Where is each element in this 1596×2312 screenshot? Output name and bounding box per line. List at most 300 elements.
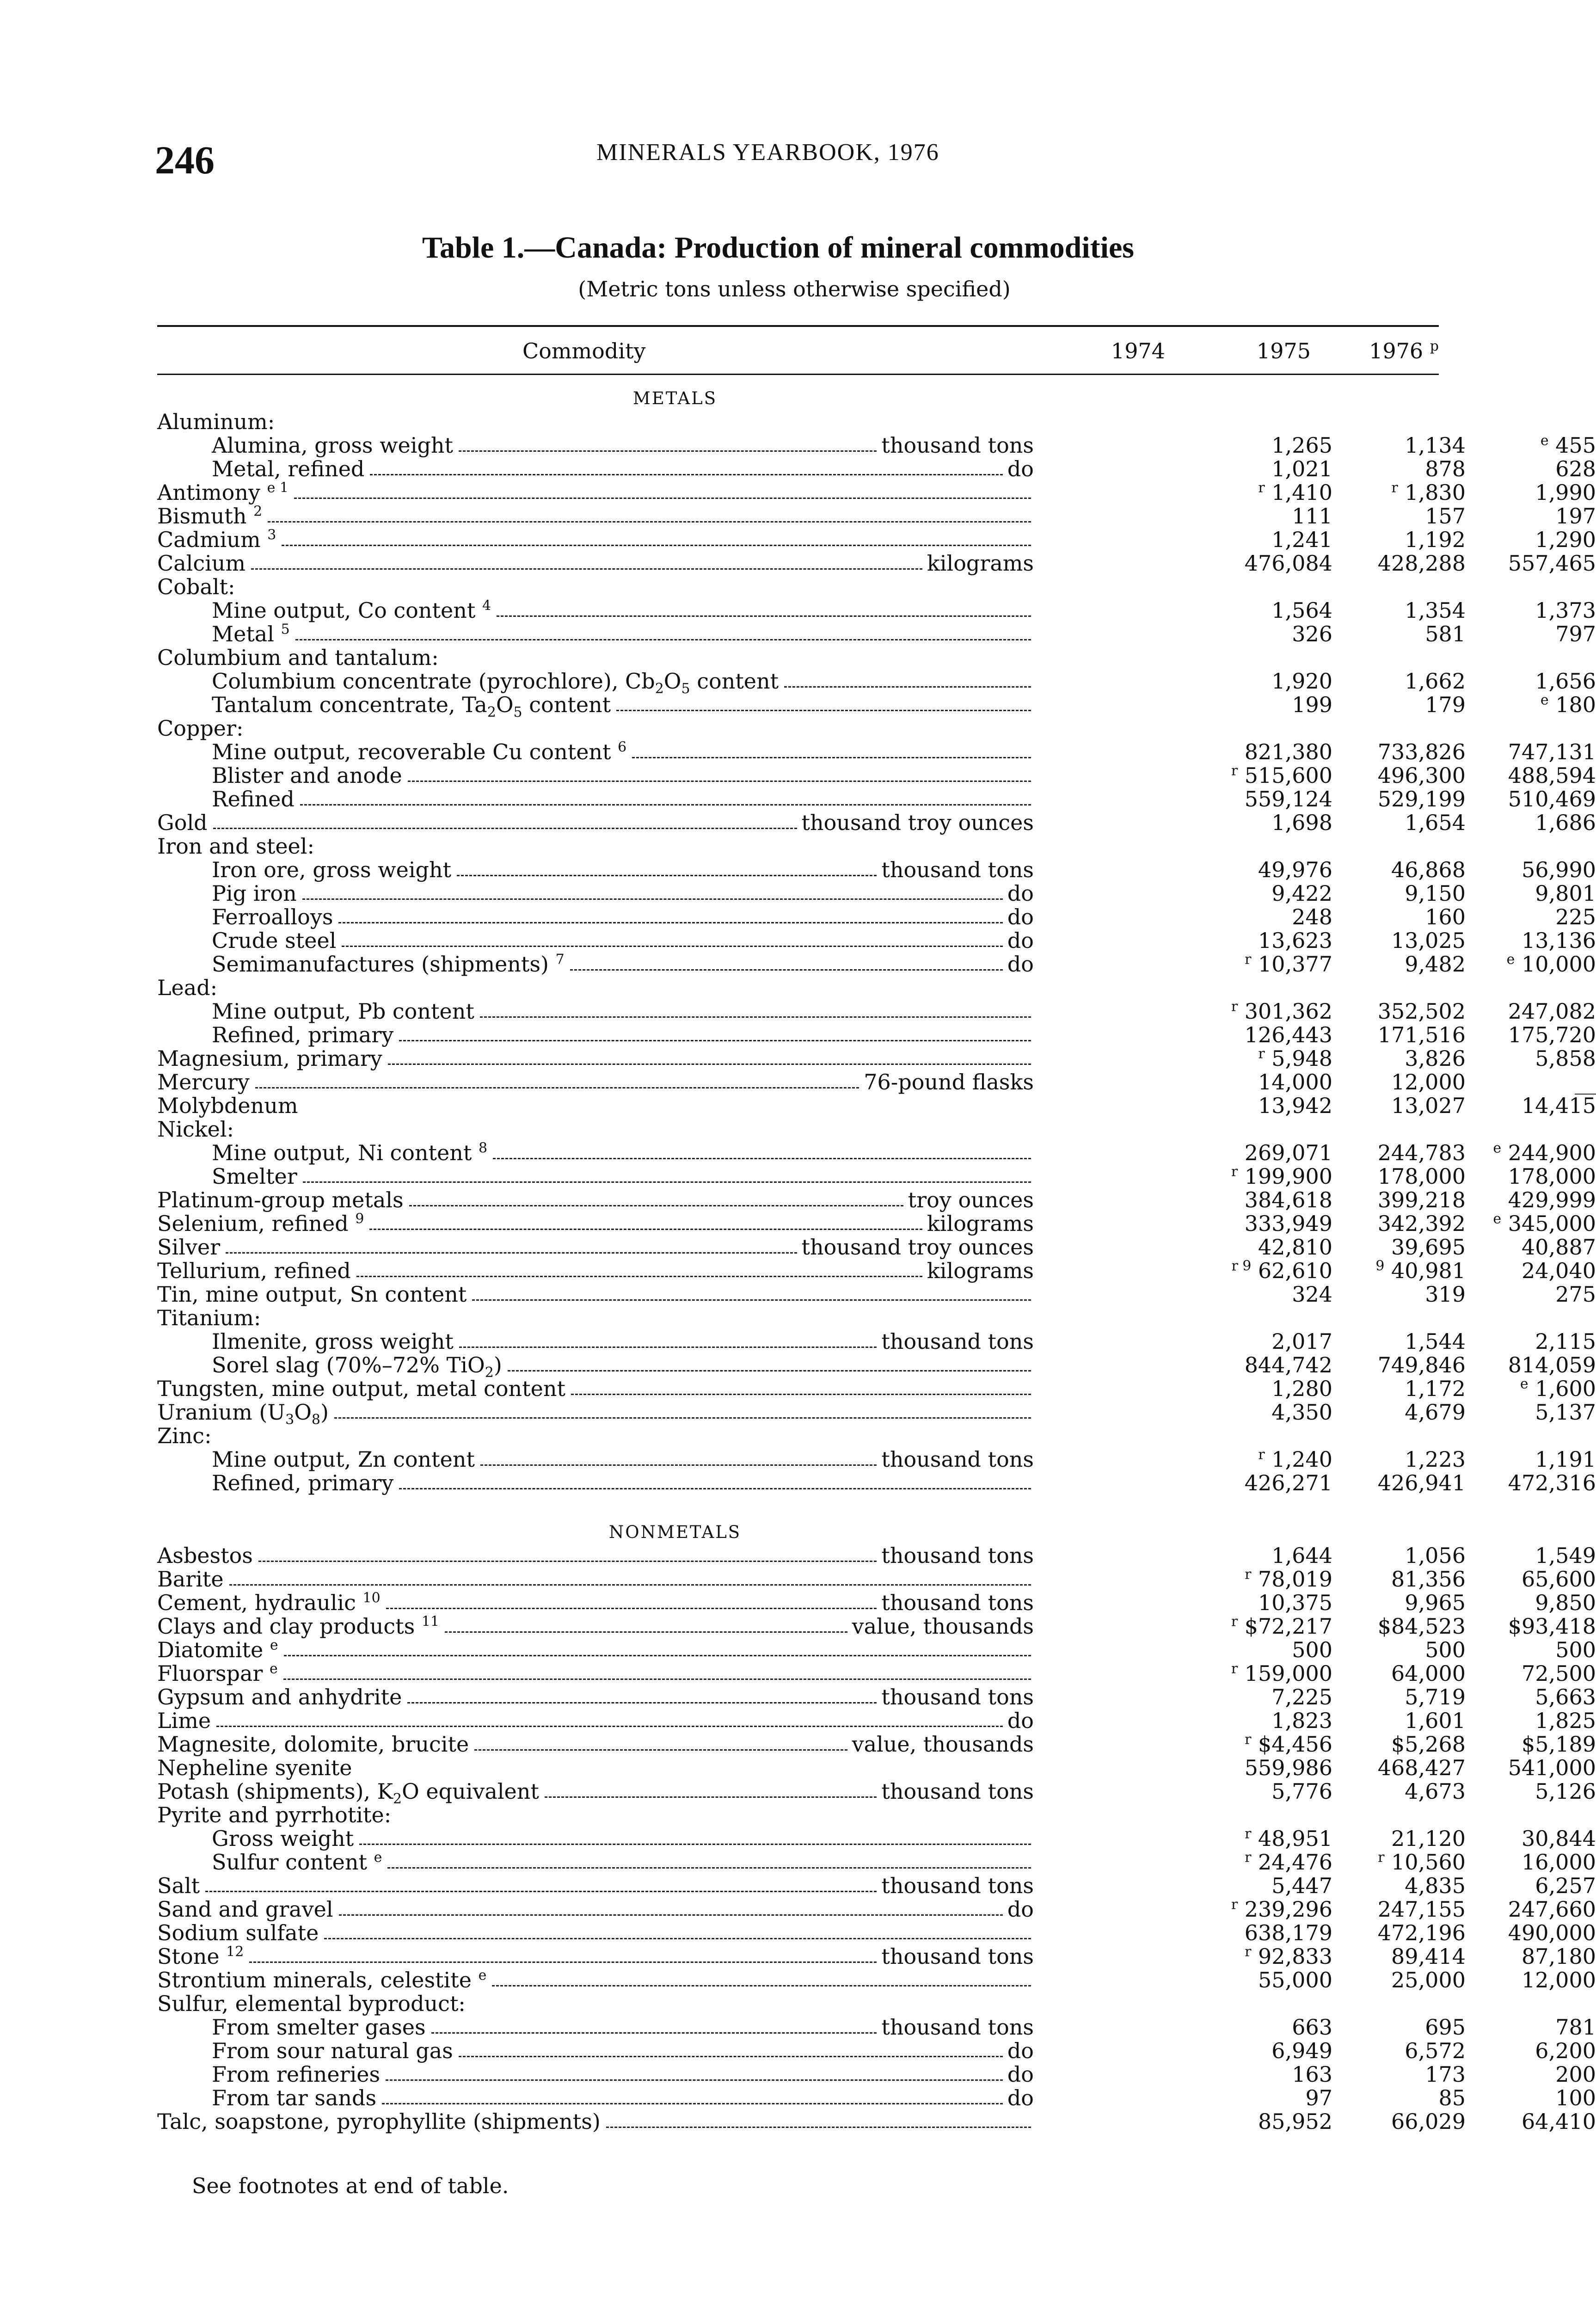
commodity-label: Nickel: [157, 1117, 234, 1142]
value-cell-1974: $^r$ 1,410 [1258, 480, 1332, 505]
table-row [157, 1282, 1596, 1307]
value-cell-1974: 333,949 [1244, 1211, 1332, 1236]
table-row [157, 432, 1596, 458]
table-row [157, 1849, 1596, 1875]
commodity-cell [212, 1023, 1034, 1047]
value-cell-1974: 663 [1292, 2015, 1332, 2040]
commodity-label: Mine output, Zn content [212, 1447, 475, 1472]
table-row [157, 1446, 1596, 1472]
value-cell-1975: $^9$ 40,981 [1375, 1258, 1466, 1283]
commodity-label: Cement, hydraulic $^{10}$ [157, 1590, 381, 1615]
commodity-cell [157, 1779, 1034, 1808]
value-cell-1975: 173 [1425, 2062, 1466, 2087]
commodity-label: Ilmenite, gross weight [212, 1329, 454, 1354]
dot-leader [251, 568, 922, 570]
value-cell-1975: 749,846 [1377, 1353, 1466, 1377]
commodity-cell [157, 1424, 1034, 1448]
commodity-cell [212, 2039, 1034, 2063]
value-cell-1976: 2,115 [1535, 1329, 1596, 1354]
dot-leader [399, 1040, 1031, 1041]
page-number: 246 [155, 138, 215, 182]
commodity-cell [157, 504, 1034, 528]
commodity-cell [157, 835, 1034, 858]
value-cell-1975: 39,695 [1391, 1235, 1466, 1260]
table-title: Table 1.—Canada: Production of mineral commodities [422, 231, 1134, 264]
dot-leader [282, 545, 1031, 546]
table-row [157, 810, 1596, 835]
commodity-label: Tantalum concentrate, $Ta_2O_5$ content [212, 692, 611, 721]
value-cell-1976: 225 [1555, 904, 1596, 929]
value-cell-1976: 56,990 [1522, 857, 1596, 882]
table-row [157, 1022, 1596, 1047]
commodity-label: Tellurium, refined [157, 1258, 351, 1283]
value-cell-1976: 1,191 [1535, 1447, 1596, 1472]
unit-label: thousand tons [881, 2015, 1034, 2040]
commodity-label: Mine output, Ni content $^8$ [212, 1140, 488, 1165]
value-cell-1975: 1,654 [1405, 810, 1466, 835]
table-row [157, 1826, 1596, 1851]
commodity-cell [157, 1377, 1034, 1401]
commodity-label: Talc, soapstone, pyrophyllite (shipments) [157, 2109, 601, 2134]
value-cell-1975: 21,120 [1391, 1826, 1466, 1851]
dot-leader [387, 1867, 1031, 1869]
commodity-label: Columbium and tantalum: [157, 645, 439, 670]
commodity-cell [157, 1615, 1034, 1638]
value-cell-1975: 160 [1425, 904, 1466, 929]
dot-leader [545, 1796, 877, 1798]
table-row [157, 1992, 1439, 2016]
commodity-cell [157, 1118, 1034, 1141]
table-row [157, 1424, 1439, 1448]
value-cell-1974: 559,986 [1244, 1755, 1332, 1780]
value-cell-1974: $^r$ 92,833 [1245, 1943, 1332, 1969]
dot-leader [386, 2079, 1003, 2081]
value-cell-1975: 733,826 [1377, 739, 1466, 764]
table-row [157, 410, 1439, 434]
commodity-cell [157, 1591, 1034, 1615]
commodity-label: Gold [157, 810, 208, 835]
value-cell-1975: 171,516 [1377, 1022, 1466, 1047]
value-cell-1976: 510,469 [1508, 787, 1596, 812]
value-cell-1975: 4,835 [1405, 1873, 1466, 1898]
dot-leader [480, 1016, 1031, 1018]
unit-label: value, thousands [852, 1614, 1034, 1639]
table-row [157, 646, 1439, 670]
value-cell-1974: 1,265 [1271, 433, 1332, 458]
table-row [157, 998, 1596, 1024]
dot-leader [472, 1299, 1031, 1301]
value-cell-1976: 490,000 [1508, 1920, 1596, 1945]
value-cell-1976: 1,825 [1535, 1708, 1596, 1733]
value-cell-1975: 342,392 [1377, 1211, 1466, 1236]
unit-label: do [1007, 2038, 1034, 2063]
dot-leader [459, 2056, 1003, 2057]
value-cell-1974: 85,952 [1258, 2109, 1332, 2134]
value-cell-1975: 9,482 [1405, 952, 1466, 977]
value-cell-1974: 6,949 [1271, 2038, 1332, 2063]
dot-leader [294, 498, 1031, 499]
table-row [157, 1967, 1596, 1992]
commodity-cell [157, 811, 1034, 835]
commodity-label: Strontium minerals, celestite $^e$ [157, 1967, 487, 1992]
value-cell-1974: 111 [1292, 504, 1332, 529]
value-cell-1974: 1,021 [1271, 456, 1332, 481]
dot-leader [616, 710, 1031, 711]
value-cell-1976: 781 [1555, 2015, 1596, 2040]
value-cell-1974: 821,380 [1244, 739, 1332, 764]
value-cell-1976: 100 [1555, 2085, 1596, 2110]
commodity-cell [212, 434, 1034, 457]
commodity-label: Barite [157, 1567, 224, 1592]
commodity-label: Aluminum: [157, 409, 275, 434]
table-row [157, 2062, 1596, 2087]
dot-leader [784, 686, 1031, 688]
value-cell-1974: 199 [1292, 692, 1332, 717]
value-cell-1975: 64,000 [1391, 1661, 1466, 1686]
table-row [157, 928, 1596, 953]
unit-label: 76-pound flasks [864, 1070, 1034, 1095]
value-cell-1976: 175,720 [1508, 1022, 1596, 1047]
dot-leader [216, 1726, 1003, 1727]
value-cell-1974: 384,618 [1244, 1187, 1332, 1212]
table-row [157, 1093, 1596, 1118]
value-cell-1974: 55,000 [1258, 1968, 1332, 1992]
unit-label: kilograms [927, 1258, 1034, 1283]
dot-leader [283, 1679, 1031, 1680]
value-cell-1976: 65,600 [1522, 1567, 1596, 1592]
value-cell-1975: 46,868 [1391, 857, 1466, 882]
dot-leader [571, 1394, 1031, 1395]
commodity-label: Calcium [157, 551, 246, 576]
commodity-cell [157, 1400, 1034, 1428]
unit-label: troy ounces [908, 1187, 1034, 1212]
value-cell-1976: $93,418 [1508, 1614, 1596, 1639]
value-cell-1976: 5,137 [1535, 1400, 1596, 1425]
value-cell-1976: 40,887 [1522, 1235, 1596, 1260]
unit-label: thousand tons [881, 1944, 1034, 1969]
commodity-label: Refined, primary [212, 1470, 394, 1495]
value-cell-1975: 428,288 [1377, 551, 1466, 576]
value-cell-1976: 1,290 [1535, 527, 1596, 552]
value-cell-1974: 49,976 [1258, 857, 1332, 882]
value-cell-1974: $^r$ 515,600 [1231, 762, 1332, 788]
value-cell-1974: 1,241 [1271, 527, 1332, 552]
table-row [157, 1140, 1596, 1165]
commodity-label: Sorel slag (70%–72% TiO$_2$) [212, 1353, 502, 1381]
value-cell-1976: 1,656 [1535, 669, 1596, 694]
value-cell-1976: 24,040 [1522, 1258, 1596, 1283]
value-cell-1975: 399,218 [1377, 1187, 1466, 1212]
table-top-rule [157, 325, 1439, 327]
value-cell-1974: 500 [1292, 1637, 1332, 1662]
dot-leader [295, 639, 1031, 640]
commodity-label: Asbestos [157, 1543, 253, 1568]
value-cell-1974: 426,271 [1244, 1470, 1332, 1495]
table-row [157, 787, 1596, 812]
value-cell-1975: 244,783 [1377, 1140, 1466, 1165]
value-cell-1976: 541,000 [1508, 1755, 1596, 1780]
value-cell-1975: 468,427 [1377, 1755, 1466, 1780]
table-row [157, 1211, 1596, 1236]
value-cell-1975: 1,662 [1405, 669, 1466, 694]
commodity-label: Lead: [157, 975, 218, 1000]
dot-leader [492, 1985, 1031, 1986]
commodity-label: Salt [157, 1873, 200, 1898]
value-cell-1975: 81,356 [1391, 1567, 1466, 1592]
commodity-cell [212, 692, 1034, 721]
value-cell-1974: 7,225 [1271, 1685, 1332, 1709]
commodity-label: Tungsten, mine output, metal content [157, 1376, 565, 1401]
value-cell-1974: 5,776 [1271, 1779, 1332, 1804]
unit-label: do [1007, 2085, 1034, 2110]
commodity-label: Mercury [157, 1070, 250, 1095]
value-cell-1976: 16,000 [1522, 1850, 1596, 1875]
value-cell-1975: $^r$ 10,560 [1378, 1849, 1466, 1875]
value-cell-1974: 42,810 [1258, 1235, 1332, 1260]
value-cell-1975: 6,572 [1405, 2038, 1466, 2063]
value-cell-1975: 13,025 [1391, 928, 1466, 953]
unit-label: do [1007, 952, 1034, 977]
table-row [157, 1543, 1596, 1568]
commodity-label: Fluorspar $^e$ [157, 1660, 278, 1686]
commodity-cell [212, 2063, 1034, 2086]
commodity-cell [157, 410, 1034, 434]
value-cell-1975: 1,223 [1405, 1447, 1466, 1472]
value-cell-1975: 695 [1425, 2015, 1466, 2040]
dot-leader [408, 781, 1031, 782]
dot-leader [459, 450, 877, 452]
table-row [157, 1118, 1439, 1141]
column-header-commodity: Commodity [522, 338, 646, 363]
commodity-cell [157, 1638, 1034, 1662]
value-cell-1976: $^e$ 1,600 [1520, 1376, 1596, 1401]
value-cell-1974: 4,350 [1271, 1400, 1332, 1425]
table-row [157, 717, 1439, 740]
unit-label: thousand tons [881, 1329, 1034, 1354]
dot-leader [445, 1631, 847, 1633]
value-cell-1976: 247,082 [1508, 999, 1596, 1024]
value-cell-1974: 5,447 [1271, 1873, 1332, 1898]
unit-label: thousand tons [881, 1543, 1034, 1568]
table-row [157, 1779, 1596, 1808]
dot-leader [324, 1938, 1031, 1939]
value-cell-1974: 269,071 [1244, 1140, 1332, 1165]
commodity-label: Magnesium, primary [157, 1046, 382, 1071]
value-cell-1975: 66,029 [1391, 2109, 1466, 2134]
value-cell-1975: 581 [1425, 621, 1466, 646]
commodity-label: Uranium $(U_3O_8)$ [157, 1400, 329, 1428]
commodity-label: Nepheline syenite [157, 1755, 352, 1780]
value-cell-1975: 1,172 [1405, 1376, 1466, 1401]
unit-label: do [1007, 928, 1034, 953]
commodity-cell [212, 740, 1034, 764]
value-cell-1976: 197 [1555, 504, 1596, 529]
dot-leader [300, 804, 1031, 806]
commodity-label: Iron ore, gross weight [212, 857, 452, 882]
dot-leader [632, 757, 1031, 758]
value-cell-1975: 9,150 [1405, 881, 1466, 906]
commodity-cell [157, 1733, 1034, 1756]
value-cell-1974: $^r$ $72,217 [1231, 1613, 1332, 1639]
value-cell-1976: $^e$ 455 [1540, 432, 1596, 458]
value-cell-1974: $^r$ 78,019 [1245, 1566, 1332, 1592]
value-cell-1974: $^r$ 1,240 [1258, 1446, 1332, 1472]
table-row [157, 1660, 1596, 1686]
running-head: MINERALS YEARBOOK, 1976 [596, 139, 939, 166]
commodity-label: Gross weight [212, 1826, 354, 1851]
unit-label: thousand tons [881, 1447, 1034, 1472]
dot-leader [255, 1087, 859, 1088]
commodity-label: Refined, primary [212, 1022, 394, 1047]
commodity-cell [212, 622, 1034, 646]
commodity-label: Platinum-group metals [157, 1187, 404, 1212]
table-row [157, 1896, 1596, 1922]
unit-label: thousand tons [881, 1590, 1034, 1615]
value-cell-1975: 89,414 [1391, 1944, 1466, 1969]
table-row [157, 1376, 1596, 1401]
value-cell-1974: $^r$ 159,000 [1231, 1660, 1332, 1686]
unit-label: thousand troy ounces [801, 810, 1034, 835]
table-row [157, 1070, 1596, 1095]
commodity-cell [212, 882, 1034, 905]
unit-label: do [1007, 1708, 1034, 1733]
commodity-label: Ferroalloys [212, 904, 333, 929]
commodity-cell [157, 1236, 1034, 1259]
value-cell-1974: $^r$ 48,951 [1245, 1826, 1332, 1851]
value-cell-1975: 496,300 [1377, 763, 1466, 788]
unit-label: do [1007, 904, 1034, 929]
value-cell-1974: $^r$ 199,900 [1231, 1163, 1332, 1189]
table-row [157, 1590, 1596, 1615]
commodity-cell [157, 1756, 1034, 1780]
value-cell-1976: 178,000 [1508, 1164, 1596, 1189]
dot-leader [213, 828, 797, 829]
commodity-label: Cobalt: [157, 574, 235, 599]
commodity-label: From smelter gases [212, 2015, 426, 2040]
value-cell-1975: 878 [1425, 456, 1466, 481]
dot-leader [474, 1749, 847, 1751]
value-cell-1976: 1,990 [1535, 480, 1596, 505]
value-cell-1974: $^r$ $4,456 [1245, 1731, 1332, 1757]
commodity-label: Sulfur, elemental byproduct: [157, 1991, 466, 2016]
table-row [157, 1943, 1596, 1969]
commodity-label: Blister and anode [212, 763, 402, 788]
value-cell-1976: 747,131 [1508, 739, 1596, 764]
table-row [157, 575, 1439, 599]
value-cell-1976: 1,549 [1535, 1543, 1596, 1568]
value-cell-1974: 9,422 [1271, 881, 1332, 906]
commodity-cell [157, 1047, 1034, 1070]
value-cell-1975: 3,826 [1405, 1046, 1466, 1071]
dot-leader [356, 1276, 922, 1277]
value-cell-1976: 6,257 [1535, 1873, 1596, 1898]
value-cell-1976: 87,180 [1522, 1944, 1596, 1969]
value-cell-1974: 1,698 [1271, 810, 1332, 835]
commodity-label: Alumina, gross weight [212, 433, 454, 458]
commodity-cell [212, 905, 1034, 929]
commodity-cell [157, 1898, 1034, 1921]
commodity-label: Molybdenum [157, 1093, 298, 1118]
dot-leader [480, 1464, 877, 1466]
commodity-cell [212, 1165, 1034, 1188]
commodity-cell [157, 646, 1034, 670]
value-cell-1976: 814,059 [1508, 1353, 1596, 1377]
table-row [157, 904, 1596, 929]
value-cell-1976: 13,136 [1522, 928, 1596, 953]
dot-leader [268, 521, 1031, 523]
dot-leader [606, 2127, 1031, 2128]
table-row [157, 739, 1596, 764]
dot-leader [409, 1205, 903, 1206]
commodity-label: Bismuth $^2$ [157, 503, 263, 529]
dot-leader [369, 1229, 922, 1230]
unit-label: do [1007, 881, 1034, 906]
commodity-label: Smelter [212, 1164, 297, 1189]
dot-leader [388, 1064, 1031, 1065]
value-cell-1976: 6,200 [1535, 2038, 1596, 2063]
table-row [157, 1470, 1596, 1495]
value-cell-1976: 14,415 [1522, 1093, 1596, 1118]
value-cell-1975: 472,196 [1377, 1920, 1466, 1945]
unit-label: thousand tons [881, 1685, 1034, 1709]
value-cell-1974: 844,742 [1244, 1353, 1332, 1377]
value-cell-1974: 13,942 [1258, 1093, 1332, 1118]
commodity-label: Sodium sulfate [157, 1920, 319, 1945]
commodity-label: Zinc: [157, 1423, 212, 1448]
value-cell-1975: 25,000 [1391, 1968, 1466, 1992]
value-cell-1974: 13,623 [1258, 928, 1332, 953]
value-cell-1975: 4,673 [1405, 1779, 1466, 1804]
header-bottom-rule [157, 374, 1439, 375]
value-cell-1975: $84,523 [1377, 1614, 1466, 1639]
commodity-label: Mine output, recoverable Cu content $^6$ [212, 739, 627, 764]
value-cell-1976: 9,801 [1535, 881, 1596, 906]
table-row [157, 1045, 1596, 1071]
unit-label: do [1007, 2062, 1034, 2087]
commodity-cell [157, 1070, 1034, 1094]
commodity-cell [157, 1094, 1034, 1118]
commodity-cell [157, 1212, 1034, 1236]
table-row [157, 2085, 1596, 2110]
value-cell-1976: 64,410 [1522, 2109, 1596, 2134]
table-row [157, 1258, 1596, 1283]
value-cell-1974: $^r$ 301,362 [1231, 998, 1332, 1024]
table-subtitle: (Metric tons unless otherwise specified) [578, 277, 1011, 301]
dot-leader [370, 474, 1002, 475]
value-cell-1975: 9,965 [1405, 1590, 1466, 1615]
value-cell-1975: 157 [1425, 504, 1466, 529]
commodity-cell [157, 1306, 1034, 1330]
value-cell-1974: 638,179 [1244, 1920, 1332, 1945]
commodity-cell [212, 1000, 1034, 1023]
value-cell-1974: 126,443 [1244, 1022, 1332, 1047]
value-cell-1976: 1,373 [1535, 598, 1596, 623]
value-cell-1976: 9,850 [1535, 1590, 1596, 1615]
commodity-cell [212, 1827, 1034, 1851]
value-cell-1976: $^e$ 244,900 [1493, 1140, 1596, 1165]
value-cell-1976: $^e$ 345,000 [1493, 1211, 1596, 1236]
value-cell-1976: 275 [1555, 1282, 1596, 1307]
value-cell-1976: 488,594 [1508, 763, 1596, 788]
table-row [157, 1731, 1596, 1757]
value-cell-1975: $^r$ 1,830 [1391, 480, 1466, 505]
value-cell-1975: 500 [1425, 1637, 1466, 1662]
value-cell-1976: 472,316 [1508, 1470, 1596, 1495]
dot-leader [226, 1252, 797, 1254]
value-cell-1976: 628 [1555, 456, 1596, 481]
commodity-label: Titanium: [157, 1305, 261, 1330]
commodity-label: Mine output, Co content $^4$ [212, 597, 491, 623]
